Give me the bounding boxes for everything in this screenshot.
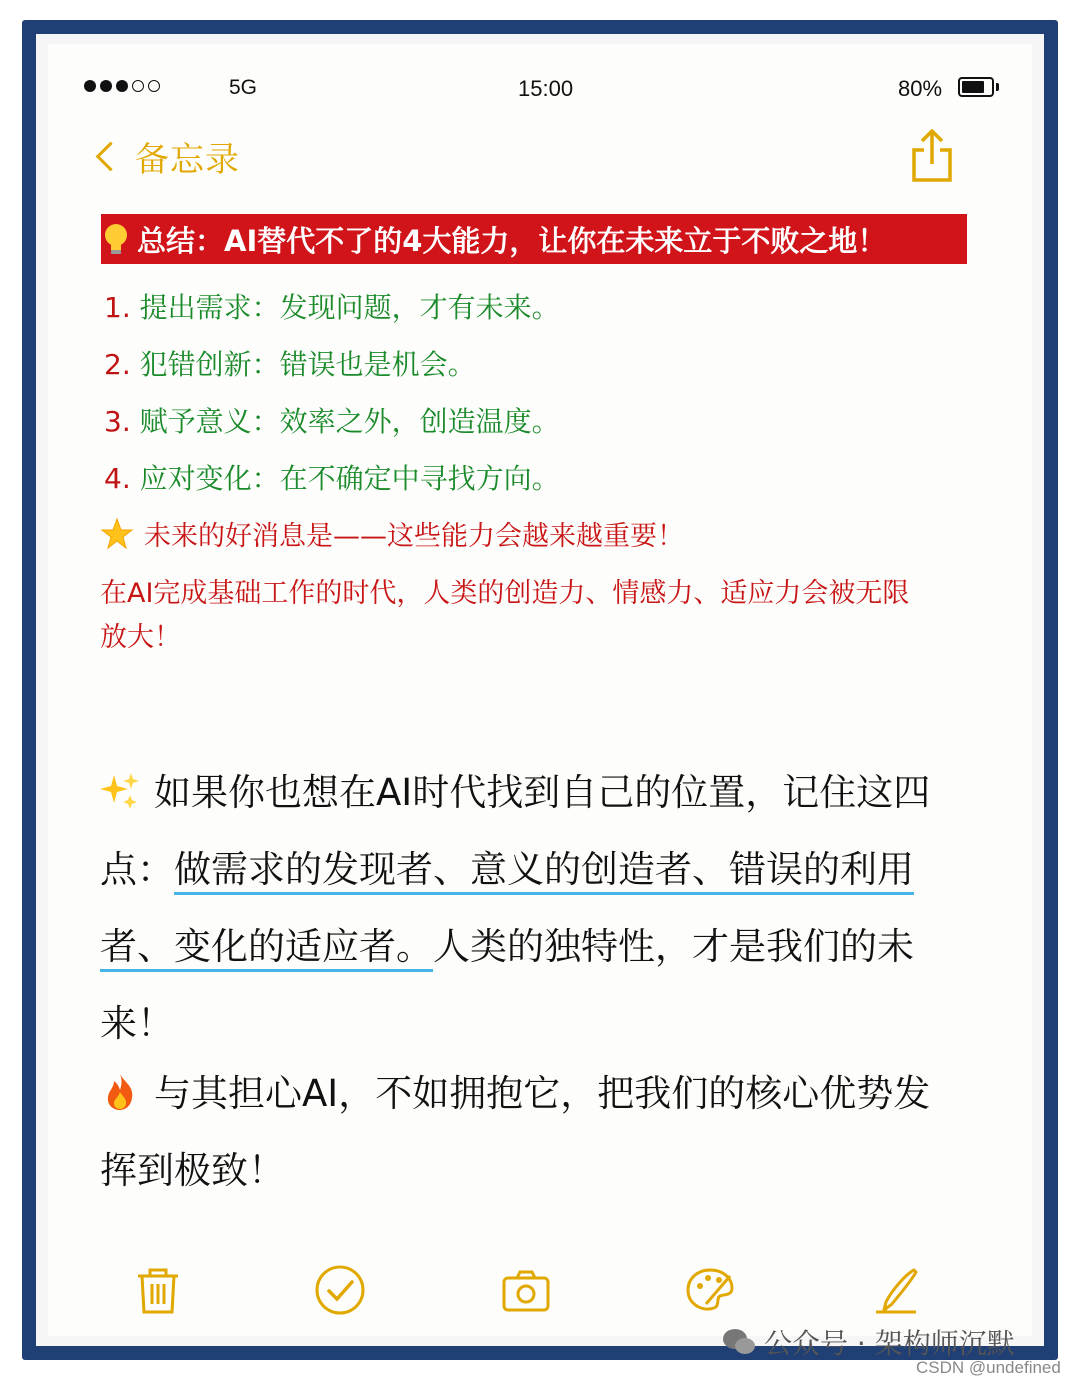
pen-icon[interactable] xyxy=(870,1264,922,1316)
chevron-left-icon xyxy=(96,142,126,172)
bottom-toolbar xyxy=(48,1260,1032,1324)
advice-line: 点：做需求的发现者、意义的创造者、错误的利用 xyxy=(100,848,914,891)
advice-line: 来！ xyxy=(100,1002,174,1045)
signal-icon xyxy=(84,80,160,92)
checklist-icon[interactable] xyxy=(314,1264,366,1316)
good-news-text: 未来的好消息是——这些能力会越来越重要！ xyxy=(144,521,684,552)
lightbulb-icon xyxy=(103,223,129,255)
watermark xyxy=(722,1322,1015,1362)
csdn-watermark: CSDN @undefined xyxy=(916,1358,1061,1377)
list-item: 4. 应对变化：在不确定中寻找方向。 xyxy=(104,462,560,495)
closing-paragraph xyxy=(100,1055,990,1209)
advice-paragraph xyxy=(100,754,990,1062)
camera-icon[interactable] xyxy=(500,1264,552,1316)
banner-text: 总结：AI替代不了的4大能力，让你在未来立于不败之地！ xyxy=(137,223,887,258)
highlighted-text: 者、变化的适应者。 xyxy=(100,925,433,968)
summary-banner xyxy=(101,214,967,264)
red-paragraph xyxy=(100,572,1000,660)
closing-line: 挥到极致！ xyxy=(100,1149,285,1192)
watermark-text: 公众号 · 架构师沉默 xyxy=(764,1327,1015,1360)
good-news-line xyxy=(100,514,684,553)
back-label: 备忘录 xyxy=(135,140,240,180)
notes-screen xyxy=(48,44,1032,1336)
highlighted-text: 做需求的发现者、意义的创造者、错误的利用 xyxy=(174,848,914,891)
advice-line: 如果你也想在AI时代找到自己的位置，记住这四 xyxy=(100,754,990,831)
battery-icon xyxy=(958,77,994,97)
share-icon[interactable] xyxy=(906,128,958,184)
status-time: 15:00 xyxy=(518,76,574,101)
list-item: 3. 赋予意义：效率之外，创造温度。 xyxy=(104,405,560,438)
palette-icon[interactable] xyxy=(684,1264,736,1316)
list-item: 1. 提出需求：发现问题，才有未来。 xyxy=(104,291,560,324)
red-paragraph-line: 放大！ xyxy=(100,622,181,653)
sparkles-icon xyxy=(100,771,140,811)
back-button[interactable] xyxy=(92,132,240,181)
battery-percent: 80% xyxy=(898,76,943,101)
ability-list xyxy=(104,284,560,512)
closing-line: 与其担心AI，不如拥抱它，把我们的核心优势发 xyxy=(100,1055,990,1132)
wechat-icon xyxy=(722,1327,756,1357)
status-bar xyxy=(48,72,1032,108)
trash-icon[interactable] xyxy=(132,1264,184,1316)
red-paragraph-line: 在AI完成基础工作的时代，人类的创造力、情感力、适应力会被无限 xyxy=(100,578,910,609)
list-item: 2. 犯错创新：错误也是机会。 xyxy=(104,348,476,381)
glowing-star-icon xyxy=(100,517,134,551)
fire-icon xyxy=(100,1072,140,1112)
advice-line: 者、变化的适应者。人类的独特性，才是我们的未 xyxy=(100,925,914,968)
network-type: 5G xyxy=(229,76,258,99)
